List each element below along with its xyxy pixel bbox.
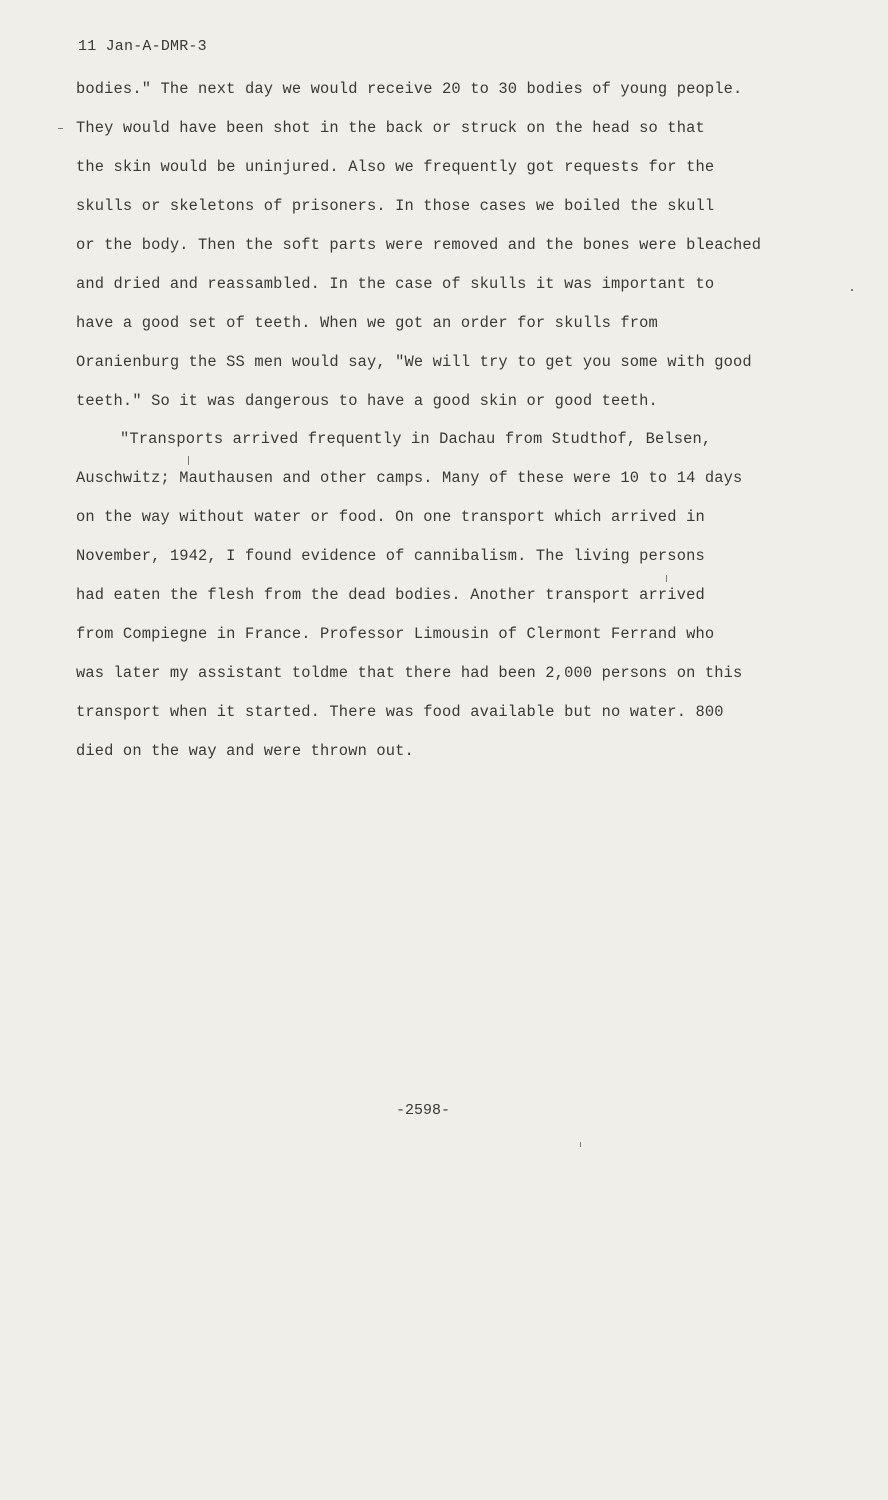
text-line-7: have a good set of teeth. When we got an order for skulls from bbox=[76, 314, 658, 332]
text-line-11: Auschwitz; Mauthausen and other camps. Many of these were 10 to 14 days bbox=[76, 469, 743, 487]
text-line-4: skulls or skeletons of prisoners. In those cases we boiled the skull bbox=[76, 197, 715, 215]
text-line-1: bodies." The next day we would receive 20 to 30 bodies of young people. bbox=[76, 80, 743, 98]
text-line-5: or the body. Then the soft parts were removed and the bones were bleached bbox=[76, 236, 762, 254]
text-line-15: from Compiegne in France. Professor Limousin of Clermont Ferrand who bbox=[76, 625, 715, 643]
text-line-8: Oranienburg the SS men would say, "We will try to get you some with good bbox=[76, 353, 752, 371]
text-line-18: died on the way and were thrown out. bbox=[76, 742, 414, 760]
text-line-12: on the way without water or food. On one transport which arrived in bbox=[76, 508, 705, 526]
text-line-9: teeth." So it was dangerous to have a good skin or good teeth. bbox=[76, 392, 658, 410]
text-line-17: transport when it started. There was food available but no water. 800 bbox=[76, 703, 724, 721]
text-line-16: was later my assistant toldme that there had been 2,000 persons on this bbox=[76, 664, 743, 682]
speck-mark bbox=[188, 456, 189, 465]
speck-mark bbox=[851, 289, 853, 291]
text-line-3: the skin would be uninjured. Also we frequently got requests for the bbox=[76, 158, 715, 176]
margin-mark bbox=[58, 128, 63, 129]
document-header: 11 Jan-A-DMR-3 bbox=[78, 38, 207, 55]
page-number: -2598- bbox=[396, 1102, 451, 1119]
text-line-14: had eaten the flesh from the dead bodies. Another transport arrived bbox=[76, 586, 705, 604]
text-line-6: and dried and reassambled. In the case of skulls it was important to bbox=[76, 275, 715, 293]
text-line-13: November, 1942, I found evidence of cannibalism. The living persons bbox=[76, 547, 705, 565]
speck-mark bbox=[580, 1142, 581, 1147]
text-line-2: They would have been shot in the back or struck on the head so that bbox=[76, 119, 705, 137]
speck-mark bbox=[666, 575, 667, 582]
text-line-10: "Transports arrived frequently in Dachau from Studthof, Belsen, bbox=[120, 430, 712, 448]
